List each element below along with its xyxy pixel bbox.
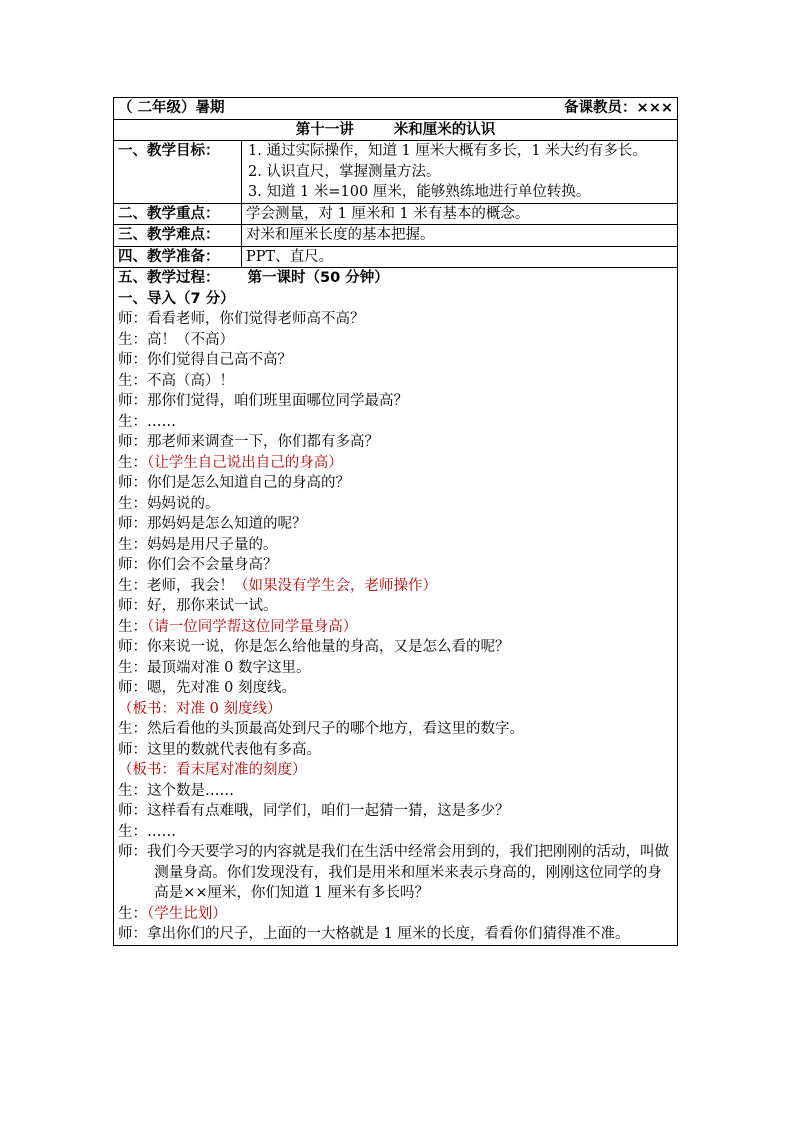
dialogue-line — [118, 309, 673, 330]
goal-item: 3. 知道 1 米=100 厘米，能够熟练地进行单位转换。 — [248, 184, 591, 200]
dialogue-line — [118, 576, 673, 597]
dialogue-line — [118, 412, 673, 433]
dialogue-line — [118, 596, 673, 617]
dialogue-line — [118, 391, 673, 412]
key-content: 学会测量，对 1 厘米和 1 米有基本的概念。 — [242, 203, 678, 225]
dialogue-text: 生：…… — [118, 413, 176, 430]
goals-label: 一、教学目标： — [114, 141, 242, 204]
dialogue-line — [118, 801, 673, 822]
dialogue-line — [118, 371, 673, 392]
dialogue-line — [118, 432, 673, 453]
dialogue-text: 生： — [118, 454, 147, 471]
goals-row — [114, 141, 678, 204]
dialogue-text: 师：你们觉得自己高不高？ — [118, 352, 292, 368]
key-label: 二、教学重点： — [114, 203, 242, 225]
title-row — [114, 119, 678, 141]
dialogue-text: 生： — [118, 618, 147, 635]
dialogue-line — [118, 719, 673, 740]
difficulty-row — [114, 225, 678, 247]
key-row — [114, 203, 678, 225]
dialogue-line — [118, 678, 673, 699]
dialogue-line — [118, 494, 673, 515]
process-heading: 五、教学过程： 第一课时（50 分钟） — [118, 270, 389, 286]
dialogue-list — [118, 309, 673, 945]
dialogue-line — [118, 924, 673, 945]
dialogue-line — [118, 781, 673, 802]
dialogue-line — [118, 473, 673, 494]
dialogue-line — [118, 350, 673, 371]
dialogue-line — [118, 330, 673, 351]
dialogue-note: （如果没有学生会，老师操作） — [234, 577, 437, 594]
dialogue-note: （板书：对准 0 刻度线） — [118, 700, 282, 717]
dialogue-line — [118, 514, 673, 535]
teacher-label: 备课教员：××× — [564, 100, 674, 116]
dialogue-text: 师：那妈妈是怎么知道的呢？ — [118, 516, 307, 532]
difficulty-label: 三、教学难点： — [114, 225, 242, 247]
goal-item: 1. 通过实际操作，知道 1 厘米大概有多长，1 米大约有多长。 — [248, 143, 647, 159]
process-row — [114, 268, 678, 946]
dialogue-text: 师：看看老师，你们觉得老师高不高？ — [118, 311, 365, 327]
preparation-content: PPT、直尺。 — [242, 246, 678, 268]
dialogue-text: 生：妈妈说的。 — [118, 495, 220, 512]
dialogue-text: 师：那老师来调查一下，你们都有多高？ — [118, 434, 379, 450]
dialogue-line — [118, 760, 673, 781]
dialogue-line — [118, 535, 673, 556]
dialogue-line — [118, 637, 673, 658]
dialogue-line — [118, 822, 673, 843]
dialogue-text: 师：这里的数就代表他有多高。 — [118, 741, 321, 758]
dialogue-text: 师：这样看有点难哦，同学们，咱们一起猜一猜，这是多少？ — [118, 803, 510, 819]
dialogue-text: 师：好，那你来试一试。 — [118, 598, 278, 614]
dialogue-text: 生：最顶端对准 0 数字这里。 — [118, 659, 311, 676]
intro-heading: 一、导入（7 分） — [118, 290, 235, 307]
grade-label: （ 二年级）暑期 — [118, 100, 225, 116]
dialogue-text: 生：然后看他的头顶最高处到尺子的哪个地方，看这里的数字。 — [118, 721, 524, 737]
dialogue-text: 师：你来说一说，你是怎么给他量的身高，又是怎么看的呢？ — [118, 639, 510, 655]
preparation-row — [114, 246, 678, 268]
dialogue-text: 生：这个数是…… — [118, 782, 234, 799]
dialogue-text: 生：妈妈是用尺子量的。 — [118, 536, 278, 553]
dialogue-line — [118, 842, 673, 904]
lesson-plan-table — [113, 97, 678, 946]
dialogue-line — [118, 453, 673, 474]
dialogue-text: 生：…… — [118, 823, 176, 840]
dialogue-line — [118, 617, 673, 638]
dialogue-line — [118, 658, 673, 679]
dialogue-text: 师：嗯，先对准 0 刻度线。 — [118, 680, 296, 696]
dialogue-note: （请一位同学帮这位同学量身高） — [147, 618, 358, 635]
dialogue-text: 生：不高（高）！ — [118, 372, 234, 389]
header-row — [114, 98, 678, 120]
dialogue-note: （让学生自己说出自己的身高） — [147, 454, 343, 471]
dialogue-line — [118, 555, 673, 576]
dialogue-text: 师：你们是怎么知道自己的身高的？ — [118, 475, 350, 491]
dialogue-note: （学生比划） — [147, 905, 227, 922]
dialogue-text: 生： — [118, 905, 147, 922]
dialogue-text: 生：高！（不高） — [118, 331, 234, 348]
preparation-label: 四、教学准备： — [114, 246, 242, 268]
dialogue-text: 师：那你们觉得，咱们班里面哪位同学最高？ — [118, 393, 408, 409]
dialogue-text: 师：我们今天要学习的内容就是我们在生活中经常会用到的，我们把刚刚的活动，叫做测量身高。你们发现没有，我们是用米和厘米来表示身高的，刚刚这位同学的身高是××厘米，你们知道 1 厘米有多长吗？ — [118, 844, 669, 901]
dialogue-note: （板书：看末尾对准的刻度） — [118, 762, 307, 778]
dialogue-text: 生：老师，我会！ — [118, 577, 234, 594]
dialogue-line — [118, 699, 673, 720]
process-content — [114, 268, 678, 946]
dialogue-line — [118, 740, 673, 761]
goal-item: 2. 认识直尺，掌握测量方法。 — [248, 163, 441, 180]
dialogue-line — [118, 904, 673, 925]
dialogue-text: 师：你们会不会量身高？ — [118, 557, 278, 573]
goals-content — [242, 141, 678, 204]
difficulty-content: 对米和厘米长度的基本把握。 — [242, 225, 678, 247]
lesson-title: 第十一讲 米和厘米的认识 — [114, 119, 678, 141]
dialogue-text: 师：拿出你们的尺子，上面的一大格就是 1 厘米的长度，看看你们猜得准不准。 — [118, 926, 630, 942]
